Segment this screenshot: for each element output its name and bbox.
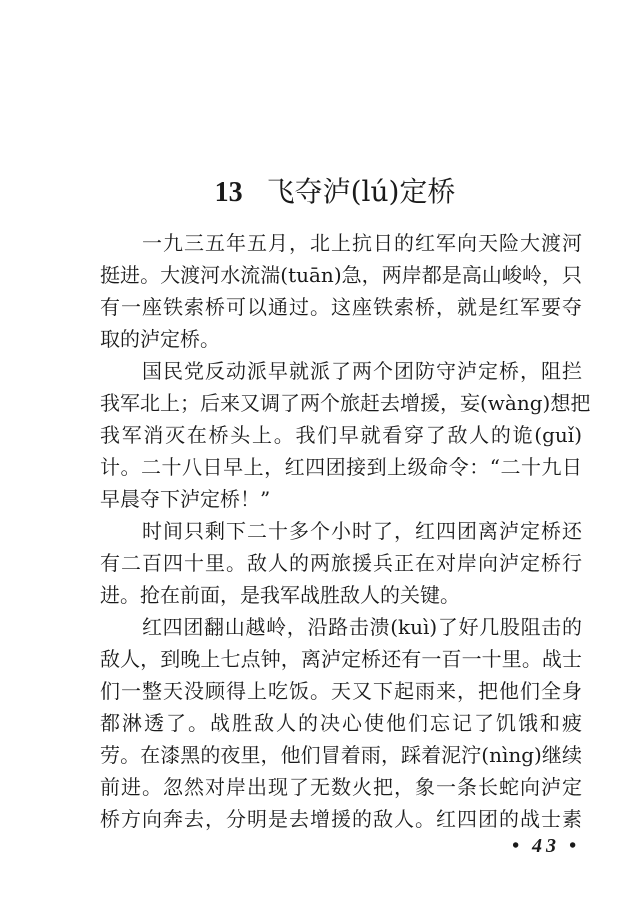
text-line: 我军北上；后来又调了两个旅赶去增援，妄(wàng)想把 bbox=[100, 391, 591, 415]
text-line: 进。抢在前面，是我军战胜敌人的关键。 bbox=[100, 583, 460, 607]
body-text bbox=[100, 227, 591, 835]
text-line: 有二百四十里。敌人的两旅援兵正在对岸向泸定桥行 bbox=[100, 551, 582, 575]
text-line: 有一座铁索桥可以通过。这座铁索桥，就是红军要夺 bbox=[100, 295, 582, 319]
text-line: 劳。在漆黑的夜里，他们冒着雨，踩着泥泞(nìng)继续 bbox=[100, 743, 582, 767]
lesson-number: 13 bbox=[214, 177, 243, 208]
text-line: 早晨夺下泸定桥！” bbox=[100, 487, 271, 511]
text-line: 挺进。大渡河水流湍(tuān)急，两岸都是高山峻岭，只 bbox=[100, 263, 582, 287]
text-line: 计。二十八日早上，红四团接到上级命令：“二十九日 bbox=[100, 455, 582, 479]
text-line: 都淋透了。战胜敌人的决心使他们忘记了饥饿和疲 bbox=[100, 711, 582, 735]
text-line: 们一整天没顾得上吃饭。天又下起雨来，把他们全身 bbox=[100, 679, 582, 703]
text-line: 国民党反动派早就派了两个团防守泸定桥，阻拦 bbox=[142, 359, 582, 383]
text-line: 敌人，到晚上七点钟，离泸定桥还有一百一十里。战士 bbox=[100, 647, 582, 671]
text-line: 我军消灭在桥头上。我们早就看穿了敌人的诡(guǐ) bbox=[100, 423, 582, 447]
text-line: 红四团翻山越岭，沿路击溃(kuì)了好几股阻击的 bbox=[142, 615, 582, 639]
text-line: 桥方向奔去，分明是去增援的敌人。红四团的战士素 bbox=[100, 807, 582, 831]
lesson-title bbox=[0, 168, 640, 217]
text-line: 前进。忽然对岸出现了无数火把，象一条长蛇向泸定 bbox=[100, 775, 582, 799]
text-line: 一九三五年五月，北上抗日的红军向天险大渡河 bbox=[142, 231, 582, 255]
text-line: 时间只剩下二十多个小时了，红四团离泸定桥还 bbox=[142, 519, 582, 543]
lesson-title-text: 飞夺泸(lú)定桥 bbox=[266, 175, 456, 208]
page-number: • 43 • bbox=[512, 835, 581, 857]
text-line: 取的泸定桥。 bbox=[100, 327, 220, 351]
